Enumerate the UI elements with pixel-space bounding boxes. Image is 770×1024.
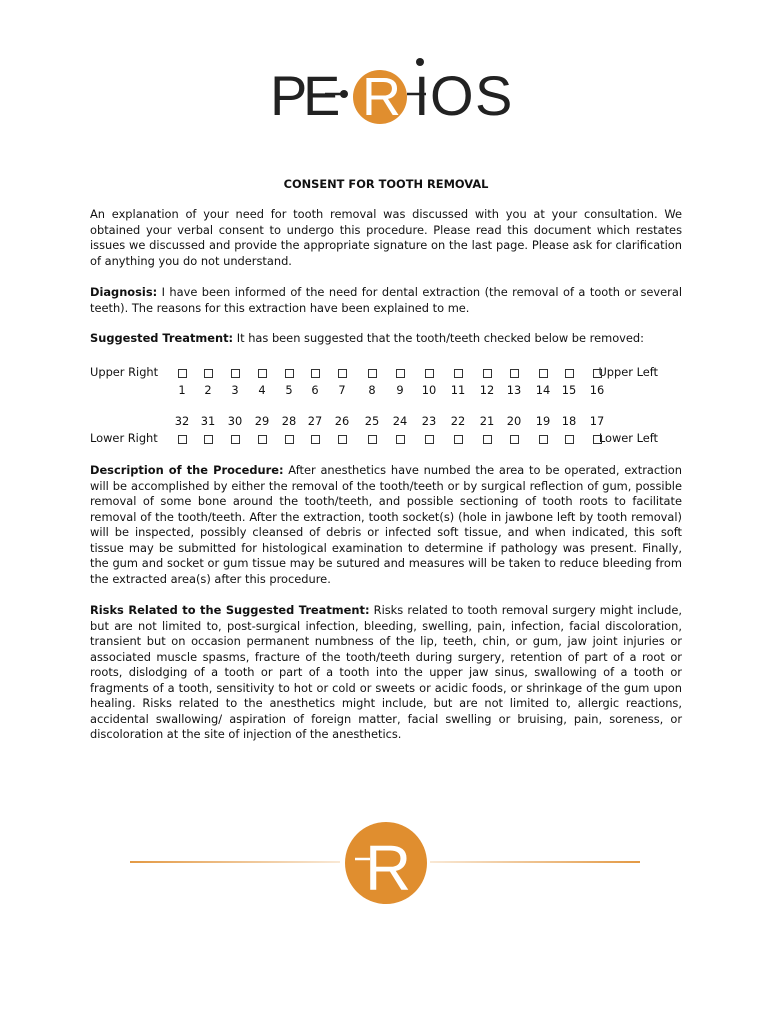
logo-letter-o: O	[430, 64, 474, 127]
upper-tooth-number: 12	[479, 383, 495, 397]
upper-tooth-number: 8	[368, 383, 376, 397]
upper-tooth-checkbox[interactable]	[252, 365, 272, 383]
diagnosis-label: Diagnosis:	[90, 285, 158, 299]
upper-tooth-checkbox[interactable]	[587, 365, 607, 383]
lower-tooth-checkbox[interactable]	[362, 431, 382, 449]
logo-letter-s: S	[475, 64, 513, 127]
upper-tooth-number: 9	[396, 383, 404, 397]
lower-tooth-checkbox[interactable]	[533, 431, 553, 449]
lower-right-label: Lower Right	[90, 431, 158, 445]
upper-tooth-number: 15	[561, 383, 577, 397]
checkbox-square[interactable]	[510, 435, 519, 444]
upper-tooth-number: 1	[178, 383, 186, 397]
lower-tooth-number: 27	[307, 414, 323, 428]
lower-tooth-checkbox[interactable]	[305, 431, 325, 449]
checkbox-square[interactable]	[565, 435, 574, 444]
lower-tooth-number: 22	[450, 414, 466, 428]
upper-tooth-checkbox[interactable]	[332, 365, 352, 383]
diagnosis-text: I have been informed of the need for dental extraction (the removal of a tooth or several teeth). The reasons for this extraction have been explained to me.	[90, 285, 682, 315]
lower-tooth-number: 32	[174, 414, 190, 428]
suggested-treatment-paragraph	[90, 331, 682, 347]
lower-tooth-checkbox[interactable]	[172, 431, 192, 449]
description-paragraph	[90, 463, 682, 587]
lower-tooth-number: 29	[254, 414, 270, 428]
lower-tooth-number: 17	[589, 414, 605, 428]
upper-tooth-checkbox[interactable]	[225, 365, 245, 383]
upper-tooth-number: 3	[231, 383, 239, 397]
upper-tooth-checkbox[interactable]	[477, 365, 497, 383]
lower-tooth-checkbox[interactable]	[559, 431, 579, 449]
lower-tooth-number: 31	[200, 414, 216, 428]
upper-tooth-checkbox[interactable]	[362, 365, 382, 383]
checkbox-square[interactable]	[338, 369, 347, 378]
footer-rule-right	[430, 861, 640, 863]
checkbox-square[interactable]	[285, 369, 294, 378]
lower-tooth-checkbox[interactable]	[419, 431, 439, 449]
checkbox-square[interactable]	[425, 435, 434, 444]
upper-tooth-checkbox[interactable]	[172, 365, 192, 383]
logo-letter-e: E	[303, 64, 341, 127]
perios-logo-mark	[270, 52, 520, 132]
checkbox-square[interactable]	[338, 435, 347, 444]
checkbox-square[interactable]	[565, 369, 574, 378]
logo-letter-r: R	[362, 67, 401, 127]
checkbox-square[interactable]	[483, 435, 492, 444]
suggested-treatment-label: Suggested Treatment:	[90, 331, 234, 345]
checkbox-square[interactable]	[454, 369, 463, 378]
upper-tooth-number: 14	[535, 383, 551, 397]
lower-tooth-checkbox[interactable]	[390, 431, 410, 449]
checkbox-square[interactable]	[311, 435, 320, 444]
lower-tooth-checkbox[interactable]	[252, 431, 272, 449]
upper-tooth-checkbox[interactable]	[305, 365, 325, 383]
lower-tooth-checkbox[interactable]	[198, 431, 218, 449]
upper-tooth-checkbox[interactable]	[390, 365, 410, 383]
intro-paragraph: An explanation of your need for tooth removal was discussed with you at your consultation. We obtained your verbal consent to undergo this procedure. Please read this document which restates issues we discussed and provide the appropriate signature on the last page. Please ask for clarification of anything you do not understand.	[90, 207, 682, 268]
upper-tooth-number: 2	[204, 383, 212, 397]
upper-tooth-checkbox[interactable]	[448, 365, 468, 383]
lower-checkbox-row	[90, 431, 682, 447]
footer-logo	[130, 820, 640, 910]
upper-tooth-number: 4	[258, 383, 266, 397]
checkbox-square[interactable]	[510, 369, 519, 378]
logo-letter-i: I	[414, 64, 430, 127]
upper-tooth-checkbox[interactable]	[419, 365, 439, 383]
checkbox-square[interactable]	[483, 369, 492, 378]
logo-letter-p: P	[270, 64, 308, 127]
lower-tooth-number: 19	[535, 414, 551, 428]
upper-tooth-number: 11	[450, 383, 466, 397]
upper-checkbox-row	[90, 365, 682, 381]
lower-number-row	[90, 414, 682, 430]
checkbox-square[interactable]	[258, 435, 267, 444]
footer-rule-left	[130, 861, 340, 863]
lower-tooth-checkbox[interactable]	[448, 431, 468, 449]
checkbox-square[interactable]	[258, 369, 267, 378]
description-text: After anesthetics have numbed the area to be operated, extraction will be accomplished by either the removal of the tooth/teeth or by surgical reflection of gum, possible removal of some bone around the tooth/teeth, and possible sectioning of tooth roots to facilitate removal of the tooth/teeth. After the extraction, tooth socket(s) (hole in jawbone left by tooth removal) will be inspected, possibly cleansed of debris or infected soft tissue, and when indicated, this soft tissue may be submitted for histological examination to determine if pathology was present. Finally, the gum and socket or gum tissue may be sutured and measures will be taken to reduce bleeding from the extracted area(s) after this procedure.	[90, 463, 682, 586]
risks-text: Risks related to tooth removal surgery might include, but are not limited to, post-surgical infection, bleeding, swelling, pain, infection, facial discoloration, transient but on occasion permanent numbness of the lip, teeth, chin, or gum, jaw joint injuries or associated muscle spasms, fracture of the tooth/teeth during surgery, retention of part of a root or roots, dislodging of a tooth or part of a tooth into the upper jaw sinus, swallowing of a tooth or fragments of a tooth, sensitivity to hot or cold or sweets or acidic foods, or shrinkage of the gum upon healing. Risks related to the anesthetics might include, but are not limited to, allergic reactions, accidental swallowing/ aspiration of foreign matter, facial swelling or bruising, pain, soreness, or discoloration at the site of injection of the anesthetics.	[90, 603, 682, 741]
suggested-treatment-text: It has been suggested that the tooth/teeth checked below be removed:	[233, 331, 644, 345]
checkbox-square[interactable]	[425, 369, 434, 378]
checkbox-square[interactable]	[368, 369, 377, 378]
checkbox-square[interactable]	[178, 435, 187, 444]
checkbox-square[interactable]	[396, 435, 405, 444]
checkbox-square[interactable]	[204, 435, 213, 444]
checkbox-square[interactable]	[593, 435, 602, 444]
lower-left-label: Lower Left	[598, 431, 658, 445]
lower-tooth-number: 25	[364, 414, 380, 428]
lower-tooth-number: 26	[334, 414, 350, 428]
lower-tooth-number: 24	[392, 414, 408, 428]
upper-tooth-number: 10	[421, 383, 437, 397]
upper-tooth-checkbox[interactable]	[533, 365, 553, 383]
lower-tooth-number: 30	[227, 414, 243, 428]
description-label: Description of the Procedure:	[90, 463, 284, 477]
checkbox-square[interactable]	[368, 435, 377, 444]
lower-tooth-checkbox[interactable]	[587, 431, 607, 449]
upper-number-row	[90, 383, 682, 399]
upper-tooth-number: 5	[285, 383, 293, 397]
upper-tooth-checkbox[interactable]	[559, 365, 579, 383]
upper-right-label: Upper Right	[90, 365, 159, 379]
perios-logo	[270, 52, 520, 132]
checkbox-square[interactable]	[178, 369, 187, 378]
diagnosis-paragraph	[90, 285, 682, 316]
upper-tooth-number: 16	[589, 383, 605, 397]
upper-tooth-number: 13	[506, 383, 522, 397]
upper-tooth-checkbox[interactable]	[504, 365, 524, 383]
risks-label: Risks Related to the Suggested Treatment:	[90, 603, 370, 617]
upper-left-label: Upper Left	[598, 365, 658, 379]
upper-tooth-checkbox[interactable]	[198, 365, 218, 383]
risks-paragraph	[90, 603, 682, 743]
checkbox-square[interactable]	[231, 435, 240, 444]
checkbox-square[interactable]	[593, 369, 602, 378]
lower-tooth-checkbox[interactable]	[225, 431, 245, 449]
checkbox-square[interactable]	[539, 369, 548, 378]
checkbox-square[interactable]	[285, 435, 294, 444]
lower-tooth-checkbox[interactable]	[332, 431, 352, 449]
upper-tooth-number: 7	[338, 383, 346, 397]
lower-tooth-checkbox[interactable]	[477, 431, 497, 449]
lower-tooth-checkbox[interactable]	[504, 431, 524, 449]
lower-tooth-number: 28	[281, 414, 297, 428]
lower-tooth-number: 23	[421, 414, 437, 428]
checkbox-square[interactable]	[311, 369, 320, 378]
upper-tooth-number: 6	[311, 383, 319, 397]
checkbox-square[interactable]	[454, 435, 463, 444]
lower-tooth-checkbox[interactable]	[279, 431, 299, 449]
checkbox-square[interactable]	[204, 369, 213, 378]
checkbox-square[interactable]	[539, 435, 548, 444]
checkbox-square[interactable]	[396, 369, 405, 378]
upper-tooth-checkbox[interactable]	[279, 365, 299, 383]
document-title: CONSENT FOR TOOTH REMOVAL	[283, 177, 489, 191]
checkbox-square[interactable]	[231, 369, 240, 378]
lower-tooth-number: 21	[479, 414, 495, 428]
lower-tooth-number: 18	[561, 414, 577, 428]
lower-tooth-number: 20	[506, 414, 522, 428]
footer-r-letter: R	[365, 832, 412, 904]
